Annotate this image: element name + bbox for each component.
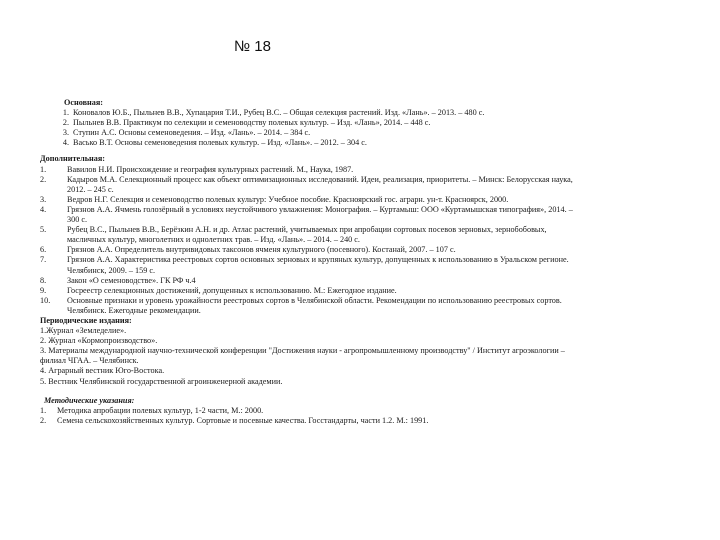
item-text: Основные признаки и уровень урожайности реестровых сортов в Челябинской области. Рекомендации по использованию реестровых сортов. Челябинск. Ежегодные рекомендации. <box>67 295 562 315</box>
item-text: Коновалов Ю.Б., Пыльнев В.В., Хупацария Т.И., Рубец В.С. – Общая селекция растений. Изд. «Лань». – 2013. – 480 с. <box>73 108 485 118</box>
item-number: 2. <box>40 415 47 425</box>
item-number: 9. <box>40 285 47 295</box>
item-text: Васько В.Т. Основы семеноведения полевых культур. – Изд. «Лань». – 2012. – 304 с. <box>73 138 367 148</box>
list-item <box>40 128 585 138</box>
list-item <box>40 245 585 255</box>
item-number: 10. <box>40 295 51 305</box>
list-item <box>40 296 585 316</box>
list-item <box>40 118 585 128</box>
item-number: 7. <box>40 255 47 265</box>
main-literature-list <box>40 108 585 148</box>
item-number: 5. <box>40 225 47 235</box>
methodic-guidelines-heading: Методические указания: <box>44 395 135 405</box>
periodicals-list <box>40 326 585 387</box>
item-text: Госреестр селекционных достижений, допущенных к использованию. М.: Ежегодное издание. <box>67 285 397 295</box>
list-item: 2. Журнал «Кормопроизводство». <box>40 336 158 346</box>
list-item <box>40 286 585 296</box>
item-text: Закон «О семеноводстве». ГК РФ ч.4 <box>67 275 196 285</box>
item-text: Грязнов А.А. Определитель внутривидовых таксонов ячменя культурного (посевного). Костанай, 2007. – 107 с. <box>67 245 456 255</box>
item-number: 4. <box>40 204 47 214</box>
additional-literature-list <box>40 165 585 316</box>
list-item <box>40 276 585 286</box>
item-text: Методика апробации полевых культур, 1-2 части, М.: 2000. <box>57 405 264 415</box>
item-number: 4. <box>62 138 69 148</box>
list-item: 4. Аграрный вестник Юго-Востока. <box>40 366 165 376</box>
item-number: 1. <box>40 405 47 415</box>
list-item <box>40 108 585 118</box>
item-text: Пыльнев В.В. Практикум по селекции и семеноводству полевых культур. – Изд. «Лань», 2014. – 448 с. <box>73 118 431 128</box>
list-item: 3. Материалы международной научно-технической конференции "Достижения науки - агропромышленному производству" / Институт агроэкологии – филиал ЧГАА. – Челябинск. <box>40 346 565 366</box>
slide-number-label: № 18 <box>234 38 271 55</box>
item-number: 2. <box>40 174 47 184</box>
item-number: 1. <box>40 164 47 174</box>
list-item <box>40 205 585 225</box>
item-number: 8. <box>40 275 47 285</box>
item-number: 3. <box>62 128 69 138</box>
item-number: 3. <box>40 194 47 204</box>
list-item <box>40 165 585 175</box>
list-item <box>40 225 585 245</box>
item-text: Ведров Н.Г. Селекция и семеноводство полевых культур: Учебное пособие. Красноярский гос. аграрн. ун-т. Красноярск, 2000. <box>67 194 509 204</box>
list-item: 5. Вестник Челябинской государственной агроинженерной академии. <box>40 376 283 386</box>
item-text: Семена сельскохозяйственных культур. Сортовые и посевные качества. Госстандарты, части 1.2. М.: 1991. <box>57 415 429 425</box>
list-item <box>40 138 585 148</box>
list-item: 1.Журнал «Земледелие». <box>40 326 127 336</box>
additional-literature-heading: Дополнительная: <box>40 154 106 164</box>
item-text: Кадыров М.А. Селекционный процесс как объект оптимизационных исследований. Идеи, реализация, приоритеты. – Минск: Белорусская наука, 2012. – 245 с. <box>67 174 573 194</box>
methodic-guidelines-list <box>40 406 585 426</box>
item-text: Грязнов А.А. Ячмень голозёрный в условиях неустойчивого увлажнения: Монография. – Куртамыш: ООО «Куртамышская типография», 2014. – 300 с. <box>67 204 573 225</box>
item-number: 1. <box>62 108 69 118</box>
list-item <box>40 175 585 195</box>
list-item <box>40 406 585 416</box>
list-item <box>40 416 585 426</box>
item-text: Вавилов Н.И. Происхождение и география культурных растений. М., Наука, 1987. <box>67 164 354 174</box>
reference-list-document <box>40 98 585 426</box>
item-text: Ступин А.С. Основы семеноведения. – Изд. «Лань». – 2014. – 384 с. <box>73 128 311 138</box>
item-number: 6. <box>40 245 47 255</box>
list-item <box>40 195 585 205</box>
item-text: Грязнов А.А. Характеристика реестровых сортов основных зерновых и крупяных культур, допущенных к использованию в Уральском регионе. Челябинск, 2009. – 159 с. <box>67 255 569 275</box>
item-text: Рубец В.С., Пыльнев В.В., Берёзкин А.Н. и др. Атлас растений, учитываемых при апробации сортовых посевов зерновых, зернобобовых, масличных культур, многолетних и однолетних трав. – Изд. «Лань». – 2014. – 240 с. <box>67 225 547 245</box>
main-literature-heading: Основная: <box>64 98 103 107</box>
item-number: 2. <box>62 118 69 128</box>
list-item <box>40 255 585 275</box>
periodicals-heading: Периодические издания: <box>40 315 132 325</box>
